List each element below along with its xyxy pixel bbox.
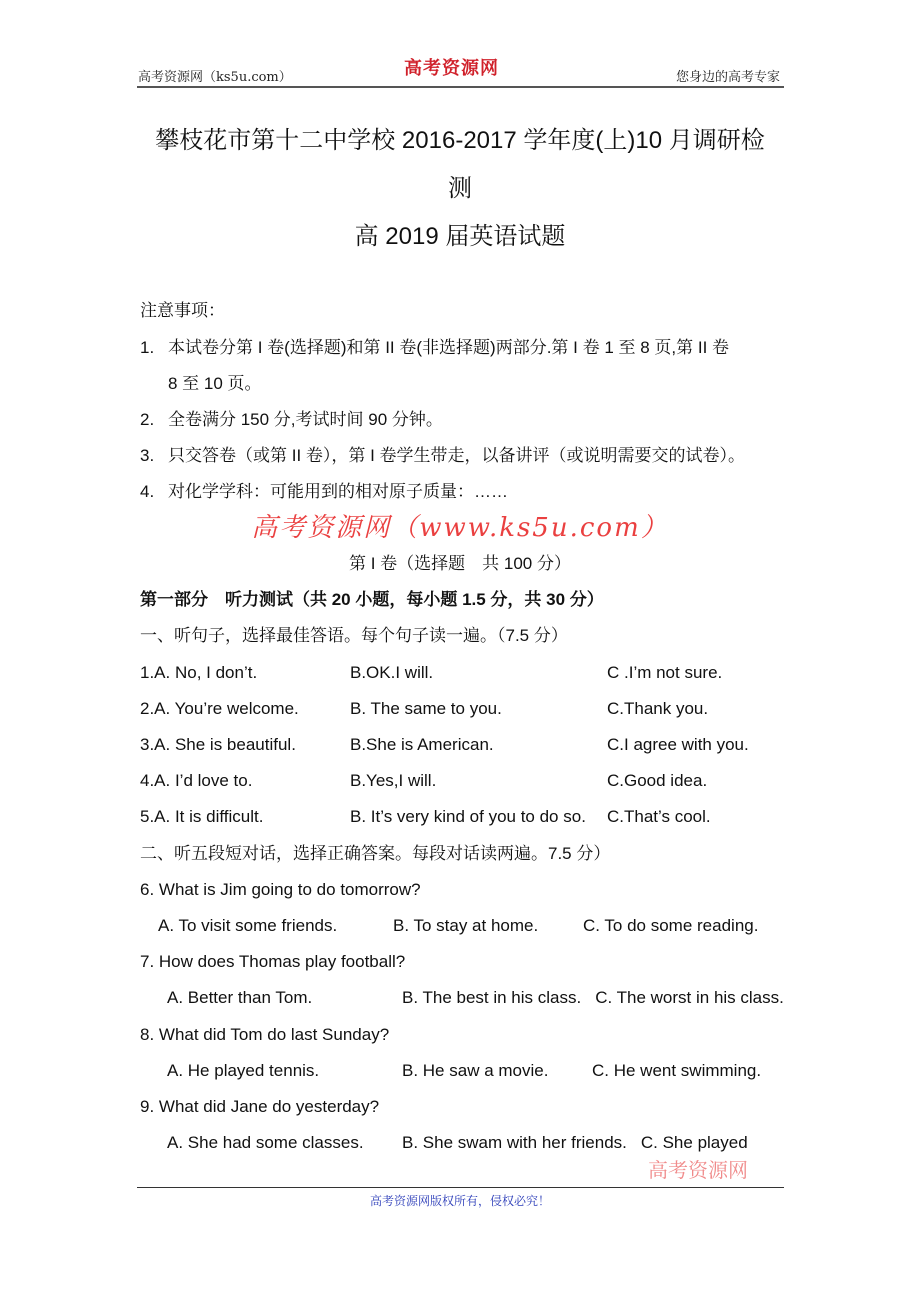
option-c: C. To do some reading. (583, 916, 759, 935)
option-b: B.She is American. (350, 735, 494, 754)
option-a: A. Better than Tom. (167, 988, 313, 1007)
notes-heading: 注意事项： (140, 301, 225, 320)
note-text: 本试卷分第 I 卷(选择题)和第 II 卷(非选择题)两部分.第 I 卷 1 至 8 页,第 II 卷 (168, 338, 730, 357)
answer-row (167, 1060, 775, 1082)
question: 8. What did Tom do last Sunday? (140, 1025, 390, 1044)
option-b: B. The same to you. (350, 699, 502, 718)
option-c: C.Thank you. (607, 699, 709, 718)
option-a: 1.A. No, I don’t. (140, 663, 258, 682)
header-right: 您身边的高考专家 (676, 70, 781, 85)
option-a: 5.A. It is difficult. (140, 807, 264, 826)
note-text: 对化学学科：可能用到的相对原子质量：…… (168, 482, 508, 501)
option-c: C. She played (640, 1133, 748, 1152)
option-c: C. The worst in his class. (595, 988, 784, 1007)
answer-row (140, 806, 725, 828)
note-num: 2. (140, 410, 155, 429)
note-text: 全卷满分 150 分,考试时间 90 分钟。 (168, 410, 443, 429)
option-b: B.Yes,I will. (350, 771, 437, 790)
question: 6. What is Jim going to do tomorrow? (140, 880, 421, 899)
header-divider (137, 86, 784, 88)
option-a: 2.A. You’re welcome. (140, 699, 299, 718)
option-b: B. The best in his class. (402, 988, 582, 1007)
option-a: 3.A. She is beautiful. (140, 735, 296, 754)
note-num: 3. (140, 446, 155, 465)
watermark: 高考资源网（www.ks5u.com） (251, 513, 669, 543)
header-logo: 高考资源网 (404, 58, 499, 79)
option-b: B.OK.I will. (350, 663, 434, 682)
watermark-small: 高考资源网 (648, 1158, 748, 1182)
footer-text: 高考资源网版权所有，侵权必究！ (369, 1194, 550, 1208)
answer-row (140, 770, 721, 792)
option-a: A. To visit some friends. (158, 916, 338, 935)
option-b: B. To stay at home. (393, 916, 539, 935)
footer-divider (137, 1187, 784, 1188)
answer-row (140, 698, 722, 720)
volume-title: 第 I 卷（选择题 共 100 分） (349, 554, 571, 573)
option-c: C .I’m not sure. (607, 663, 723, 682)
title-line3: 高 2019 届英语试题 (354, 223, 566, 250)
answer-row (140, 734, 763, 756)
answer-row (140, 662, 736, 684)
answer-row (167, 987, 798, 1009)
answer-row (158, 915, 772, 937)
option-b: B. She swam with her friends. (402, 1133, 627, 1152)
note-text-cont: 8 至 10 页。 (168, 374, 262, 393)
title-line1: 攀枝花市第十二中学校 2016-2017 学年度(上)10 月调研检 (155, 127, 765, 154)
part1-heading: 第一部分 听力测试（共 20 小题，每小题 1.5 分，共 30 分） (140, 590, 604, 609)
option-b: B. He saw a movie. (402, 1061, 549, 1080)
option-c: C.Good idea. (607, 771, 708, 790)
section2-heading: 二、听五段短对话，选择正确答案。每段对话读两遍。7.5 分） (140, 844, 611, 863)
option-c: C.That’s cool. (607, 807, 711, 826)
answer-row (167, 1132, 762, 1154)
option-c: C. He went swimming. (592, 1061, 762, 1080)
note-num: 1. (140, 338, 155, 357)
header-left: 高考资源网（ks5u.com） (138, 70, 292, 85)
question: 9. What did Jane do yesterday? (140, 1097, 380, 1116)
note-text: 只交答卷（或第 II 卷），第 I 卷学生带走，以备讲评（或说明需要交的试卷）。 (168, 446, 746, 465)
note-num: 4. (140, 482, 155, 501)
section1-heading: 一、听句子，选择最佳答语。每个句子读一遍。（7.5 分） (140, 626, 568, 645)
option-a: A. He played tennis. (167, 1061, 320, 1080)
option-b: B. It’s very kind of you to do so. (350, 807, 586, 826)
option-a: 4.A. I’d love to. (140, 771, 253, 790)
option-c: C.I agree with you. (607, 735, 749, 754)
question: 7. How does Thomas play football? (140, 952, 406, 971)
title-line2: 测 (448, 175, 472, 202)
option-a: A. She had some classes. (167, 1133, 364, 1152)
